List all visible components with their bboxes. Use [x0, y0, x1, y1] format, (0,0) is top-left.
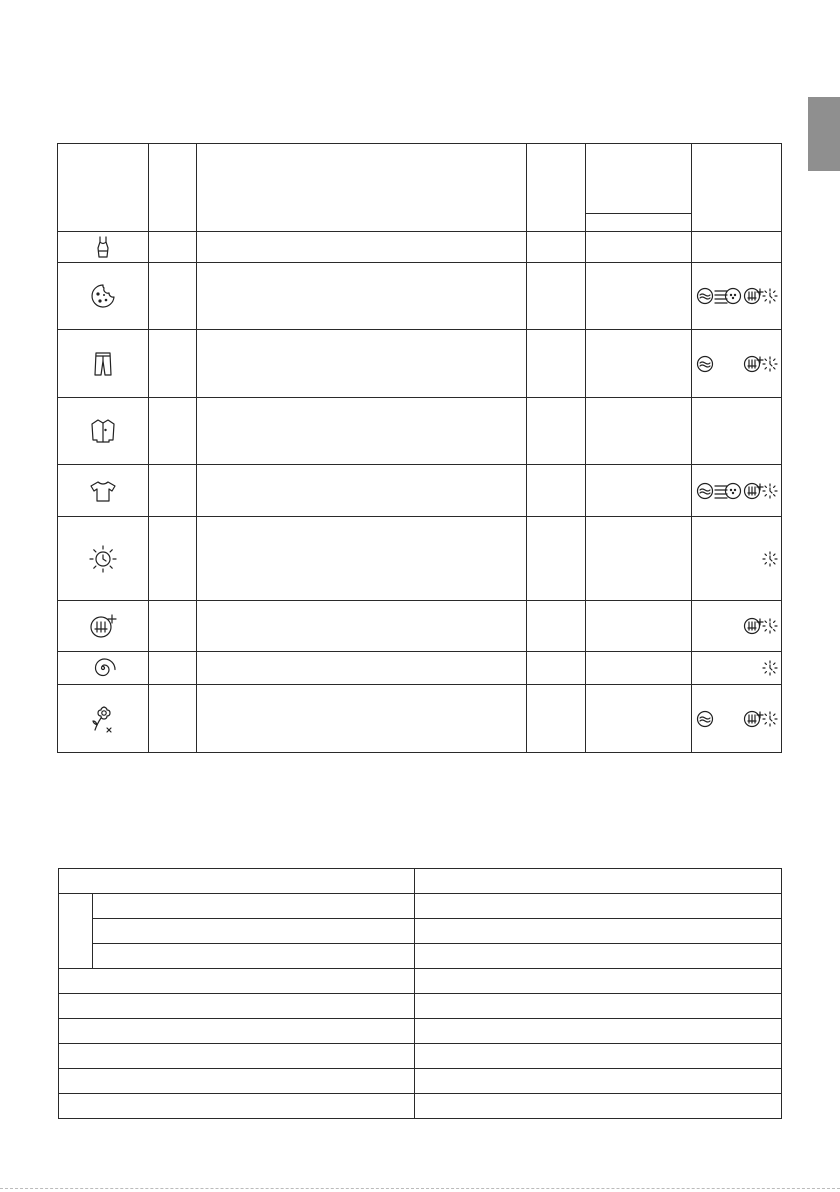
- temp-cell: [149, 652, 197, 685]
- program-icon-cell: [58, 517, 149, 601]
- temp-cell: [149, 398, 197, 465]
- spec-value-cell: [415, 994, 782, 1019]
- temp-cell: [149, 685, 197, 753]
- spec-value-cell: [415, 1094, 782, 1119]
- header-description-cell: [197, 144, 527, 232]
- spin-cell: [586, 232, 692, 263]
- header-spin-sub-cell: [586, 214, 692, 232]
- spec-value-cell: [415, 969, 782, 994]
- load-cell: [527, 232, 586, 263]
- description-cell: [197, 465, 527, 517]
- spin-cell: [586, 517, 692, 601]
- spin-cell: [586, 263, 692, 330]
- delay-timer-icon: [761, 617, 779, 635]
- spec-value-cell: [415, 1069, 782, 1094]
- cookie-stain-icon: [90, 283, 116, 309]
- options-cell: [692, 652, 782, 685]
- description-cell: [197, 232, 527, 263]
- temp-cell: [149, 601, 197, 652]
- delay-timer-icon: [761, 710, 779, 728]
- program-table: [57, 143, 782, 753]
- spec-row: [59, 1044, 782, 1069]
- program-row: [58, 263, 782, 330]
- tshirt-icon: [90, 480, 116, 502]
- spec-row: [59, 869, 782, 894]
- spin-cell: [586, 398, 692, 465]
- spec-group-cell: [59, 894, 93, 969]
- spec-value-cell: [415, 944, 782, 969]
- rinse-icon: [696, 710, 714, 728]
- load-cell: [527, 652, 586, 685]
- program-icon-cell: [58, 601, 149, 652]
- spec-value-cell: [415, 919, 782, 944]
- spec-row: [59, 919, 782, 944]
- temp-cell: [149, 263, 197, 330]
- program-row: [58, 685, 782, 753]
- program-row: [58, 398, 782, 465]
- delay-timer-icon: [761, 355, 779, 373]
- description-cell: [197, 330, 527, 398]
- page-bottom-edge: [0, 1188, 840, 1189]
- program-icon-cell: [58, 465, 149, 517]
- spec-label-cell: [59, 1044, 415, 1069]
- spin-spiral-icon: [90, 655, 116, 681]
- description-cell: [197, 398, 527, 465]
- load-cell: [527, 517, 586, 601]
- program-icon-cell: [58, 263, 149, 330]
- rinse-icon: [696, 482, 714, 500]
- load-cell: [527, 685, 586, 753]
- header-program-cell: [58, 144, 149, 232]
- program-row: [58, 465, 782, 517]
- program-icon-cell: [58, 398, 149, 465]
- spec-row: [59, 944, 782, 969]
- program-icon-cell: [58, 232, 149, 263]
- program-row: [58, 330, 782, 398]
- spec-row: [59, 1094, 782, 1119]
- delay-timer-icon: [761, 287, 779, 305]
- program-row: [58, 517, 782, 601]
- spec-value-cell: [415, 1044, 782, 1069]
- options-cell: [692, 263, 782, 330]
- program-row: [58, 652, 782, 685]
- spec-table: [58, 868, 782, 1119]
- options-cell: [692, 685, 782, 753]
- options-cell: [692, 398, 782, 465]
- spec-row: [59, 969, 782, 994]
- spec-label-cell: [59, 1019, 415, 1044]
- spin-cell: [586, 652, 692, 685]
- description-cell: [197, 263, 527, 330]
- load-cell: [527, 601, 586, 652]
- spec-label-cell: [93, 894, 415, 919]
- temp-cell: [149, 465, 197, 517]
- stain-icon: [724, 287, 742, 305]
- spec-row: [59, 1069, 782, 1094]
- spec-label-cell: [59, 994, 415, 1019]
- dress-icon: [95, 236, 111, 258]
- rinse-icon: [696, 355, 714, 373]
- program-header-row: [58, 144, 782, 214]
- spec-value-cell: [415, 869, 782, 894]
- description-cell: [197, 685, 527, 753]
- options-cell: [692, 232, 782, 263]
- temp-cell: [149, 517, 197, 601]
- load-cell: [527, 465, 586, 517]
- temp-cell: [149, 330, 197, 398]
- load-cell: [527, 398, 586, 465]
- header-spin-cell: [586, 144, 692, 214]
- program-row: [58, 601, 782, 652]
- spin-cell: [586, 685, 692, 753]
- delay-timer-icon: [761, 550, 779, 568]
- delay-timer-icon: [761, 659, 779, 677]
- spec-label-cell: [59, 1094, 415, 1119]
- spec-row: [59, 894, 782, 919]
- spec-row: [59, 1019, 782, 1044]
- temp-cell: [149, 232, 197, 263]
- spec-label-cell: [59, 869, 415, 894]
- spin-cell: [586, 465, 692, 517]
- stain-icon: [724, 482, 742, 500]
- delay-timer-icon: [761, 482, 779, 500]
- load-cell: [527, 330, 586, 398]
- language-tab: [808, 97, 840, 171]
- spin-cell: [586, 601, 692, 652]
- spec-label-cell: [59, 969, 415, 994]
- options-cell: [692, 517, 782, 601]
- header-options-cell: [692, 144, 782, 232]
- header-temp-cell: [149, 144, 197, 232]
- spec-label-cell: [93, 944, 415, 969]
- program-icon-cell: [58, 330, 149, 398]
- spec-value-cell: [415, 1019, 782, 1044]
- spec-label-cell: [93, 919, 415, 944]
- spin-cell: [586, 330, 692, 398]
- jeans-icon: [93, 351, 113, 377]
- load-cell: [527, 263, 586, 330]
- spec-value-cell: [415, 894, 782, 919]
- program-icon-cell: [58, 652, 149, 685]
- quick-timer-program-icon: [88, 544, 118, 574]
- options-cell: [692, 465, 782, 517]
- flower-delicate-icon: [90, 704, 116, 734]
- spec-label-cell: [59, 1069, 415, 1094]
- spec-row: [59, 994, 782, 1019]
- description-cell: [197, 517, 527, 601]
- jacket-icon: [90, 418, 116, 444]
- description-cell: [197, 601, 527, 652]
- options-cell: [692, 330, 782, 398]
- program-row: [58, 232, 782, 263]
- header-load-cell: [527, 144, 586, 232]
- rinse-plus-program-icon: [89, 613, 117, 639]
- description-cell: [197, 652, 527, 685]
- rinse-icon: [696, 287, 714, 305]
- options-cell: [692, 601, 782, 652]
- program-icon-cell: [58, 685, 149, 753]
